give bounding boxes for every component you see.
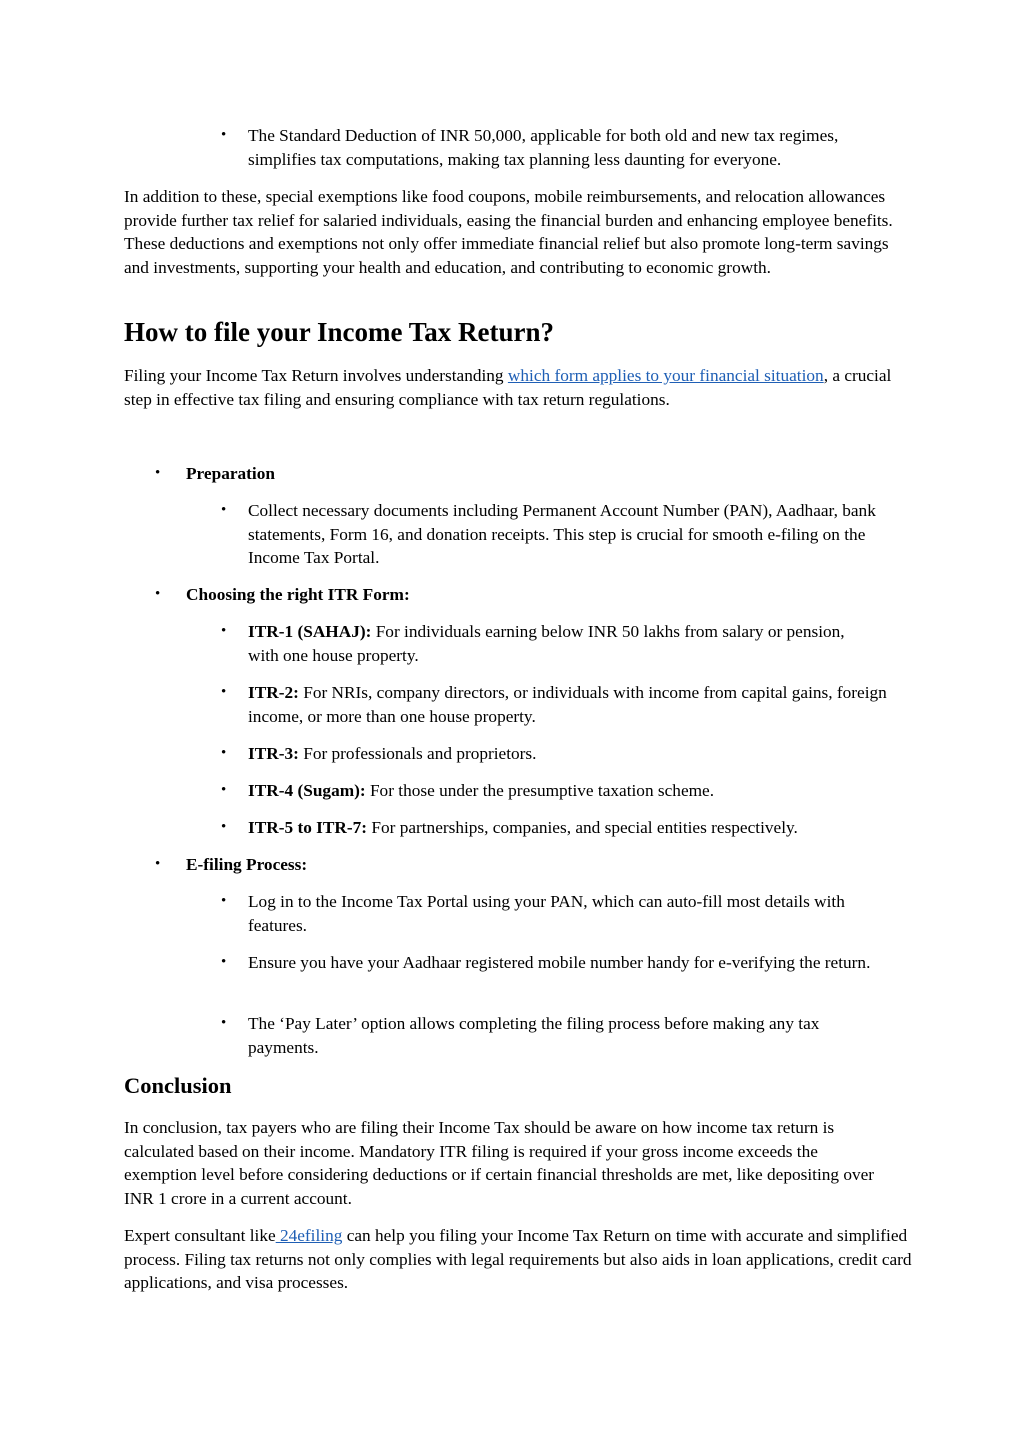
bullet-dot: •	[221, 502, 227, 518]
itr-5-7-item	[248, 816, 903, 840]
preparation-item: Collect necessary documents including Permanent Account Number (PAN), Aadhaar, bank statements, Form 16, and donation receipts. This step is crucial for smooth e-filing on the Income Tax Portal.	[248, 501, 876, 567]
choosing-title-text: Choosing the right ITR Form:	[186, 585, 410, 604]
filing-paragraph	[124, 364, 909, 411]
bullet-dot: •	[221, 127, 227, 143]
itr-2-item	[248, 681, 903, 728]
bullet-dot: •	[155, 465, 161, 481]
filing-text-before: Filing your Income Tax Return involves understanding	[124, 366, 508, 385]
itr-3-label: ITR-3:	[248, 744, 299, 763]
itr-4-text: For those under the presumptive taxation scheme.	[365, 781, 715, 800]
efiling-title	[186, 853, 307, 877]
itr-3-text: For professionals and proprietors.	[298, 744, 537, 763]
bullet-dot: •	[221, 1015, 227, 1031]
itr-1-label: ITR-1 (SAHAJ):	[248, 622, 372, 641]
itr-4-label: ITR-4 (Sugam):	[248, 781, 366, 800]
form-guide-link[interactable]: which form applies to your financial situation	[507, 366, 824, 385]
itr-5-7-label: ITR-5 to ITR-7:	[248, 818, 368, 837]
efiling-title-text: E-filing Process:	[186, 855, 308, 874]
24efiling-link[interactable]: 24efiling	[275, 1226, 343, 1245]
section-heading: How to file your Income Tax Return?	[124, 317, 554, 347]
bullet-dot: •	[221, 623, 227, 639]
itr-1-text: For individuals earning below INR 50 lakhs from salary or pension, with one house property.	[248, 622, 845, 665]
itr-2-label: ITR-2:	[248, 683, 299, 702]
expert-paragraph	[124, 1224, 914, 1295]
bullet-dot: •	[155, 856, 161, 872]
itr-2-text: For NRIs, company directors, or individuals with income from capital gains, foreign income, or more than one house property.	[248, 683, 887, 726]
bullet-dot: •	[221, 782, 227, 798]
efiling-item-login: Log in to the Income Tax Portal using your PAN, which can auto-fill most details with features.	[248, 892, 845, 935]
choosing-title	[186, 583, 410, 607]
efiling-item-aadhaar: Ensure you have your Aadhaar registered mobile number handy for e-verifying the return.	[248, 953, 871, 972]
preparation-title	[186, 462, 275, 486]
itr-4-item	[248, 779, 903, 803]
preparation-title-text: Preparation	[186, 464, 275, 483]
bullet-dot: •	[221, 954, 227, 970]
expert-text-after: can help you filing your Income Tax Return on time with accurate and simplified process. Filing tax returns not only complies with legal requirements but also aids in loan applications, credit card applications, and visa processes.	[124, 1226, 912, 1292]
filing-text-after: , a crucial step in effective tax filing and ensuring compliance with tax return regulations.	[124, 366, 892, 409]
bullet-dot: •	[155, 586, 161, 602]
standard-deduction-item: The Standard Deduction of INR 50,000, applicable for both old and new tax regimes, simplifies tax computations, making tax planning less daunting for everyone.	[248, 126, 839, 169]
intro-paragraph: In addition to these, special exemptions like food coupons, mobile reimbursements, and relocation allowances provide further tax relief for salaried individuals, easing the financial burden and enhancing employee benefits. These deductions and exemptions not only offer immediate financial relief but also promote long-term savings and investments, supporting your health and education, and contributing to economic growth.	[124, 187, 893, 277]
bullet-dot: •	[221, 819, 227, 835]
expert-text-before: Expert consultant like	[124, 1226, 276, 1245]
itr-1-item	[248, 620, 858, 667]
efiling-item-pay-later: The ‘Pay Later’ option allows completing the filing process before making any tax payments.	[248, 1014, 820, 1057]
bullet-dot: •	[221, 745, 227, 761]
bullet-dot: •	[221, 893, 227, 909]
conclusion-paragraph: In conclusion, tax payers who are filing their Income Tax should be aware on how income tax return is calculated based on their income. Mandatory ITR filing is required if your gross income exceeds the exemption level before considering deductions or if certain financial thresholds are met, like depositing over INR 1 crore in a current account.	[124, 1118, 875, 1208]
conclusion-heading: Conclusion	[124, 1073, 232, 1098]
itr-3-item	[248, 742, 903, 766]
bullet-dot: •	[221, 684, 227, 700]
itr-5-7-text: For partnerships, companies, and special entities respectively.	[367, 818, 798, 837]
